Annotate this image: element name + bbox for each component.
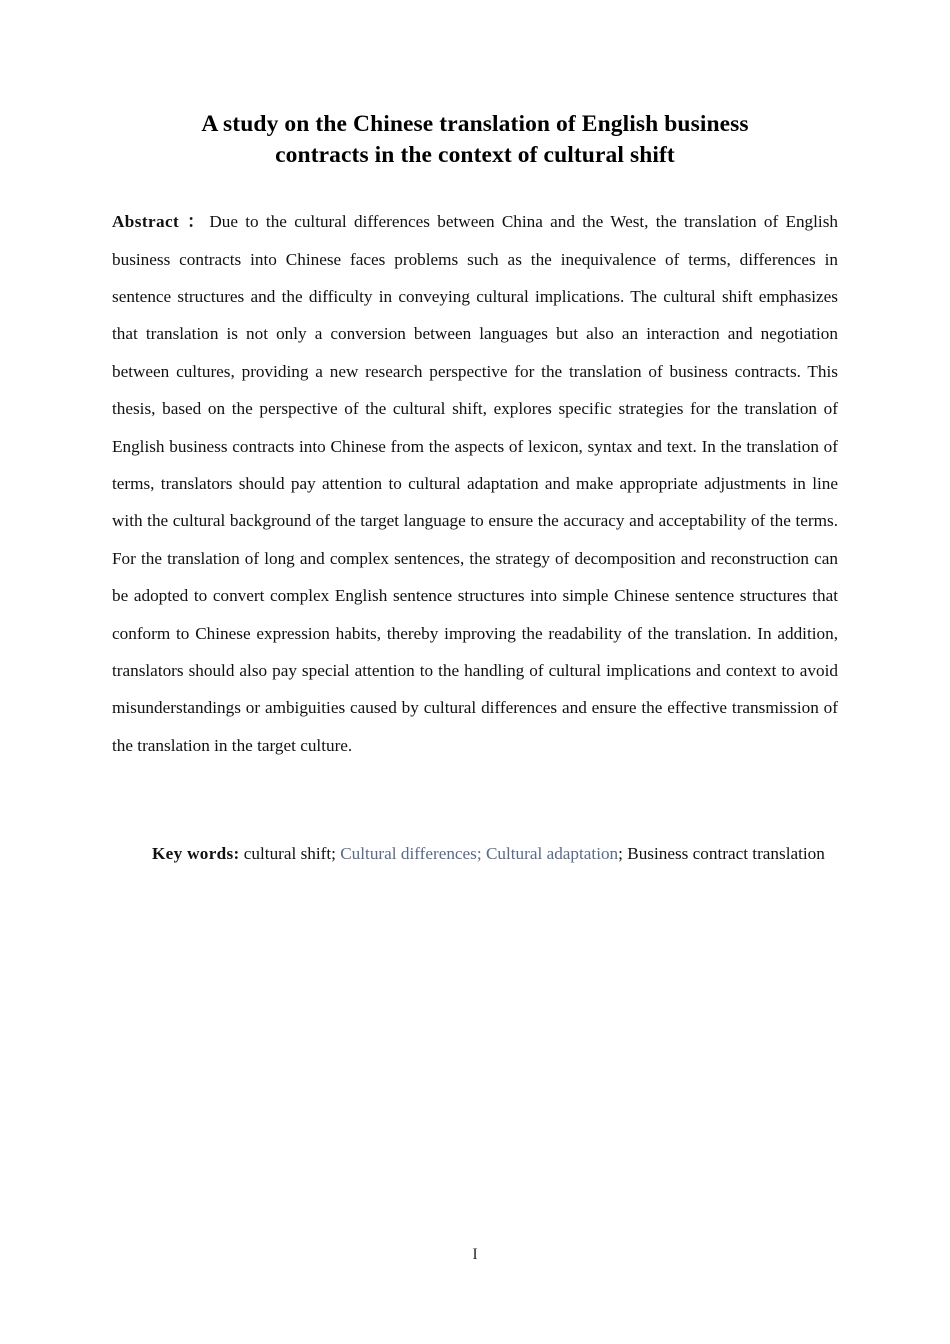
keywords-term-first: cultural shift; (239, 844, 341, 864)
abstract-paragraph (112, 203, 838, 764)
title-line-1: A study on the Chinese translation of English business (201, 110, 749, 137)
keywords-terms-accent: Cultural differences; Cultural adaptation (340, 844, 619, 864)
keywords-paragraph (112, 835, 838, 872)
keywords-label: Key words: (152, 844, 240, 864)
page-title (112, 109, 838, 171)
page-number: I (472, 1246, 478, 1263)
keywords-term-last: ; Business contract translation (618, 844, 825, 864)
abstract-colon: ： (184, 212, 208, 232)
title-line-2: contracts in the context of cultural shift (275, 141, 675, 168)
abstract-body-text: Due to the cultural differences between China and the West, the translation of English business contracts into Chinese faces problems such as the inequivalence of terms, differences in sentence structures and the difficulty in conveying cultural implications. The cultural shift emphasizes that translation is not only a conversion between languages but also an interaction and negotiation between cultures, providing a new research perspective for the translation of business contracts. This thesis, based on the perspective of the cultural shift, explores specific strategies for the translation of English business contracts into Chinese from the aspects of lexicon, syntax and text. In the translation of terms, translators should pay attention to cultural adaptation and make appropriate adjustments in line with the cultural background of the target language to ensure the accuracy and acceptability of the terms. For the translation of long and complex sentences, the strategy of decomposition and reconstruction can be adopted to convert complex English sentence structures into simple Chinese sentence structures that conform to Chinese expression habits, thereby improving the readability of the translation. In addition, translators should also pay special attention to the handling of cultural implications and context to avoid misunderstandings or ambiguities caused by cultural differences and ensure the effective transmission of the translation in the target culture. (112, 212, 838, 755)
abstract-label: Abstract (112, 212, 180, 232)
